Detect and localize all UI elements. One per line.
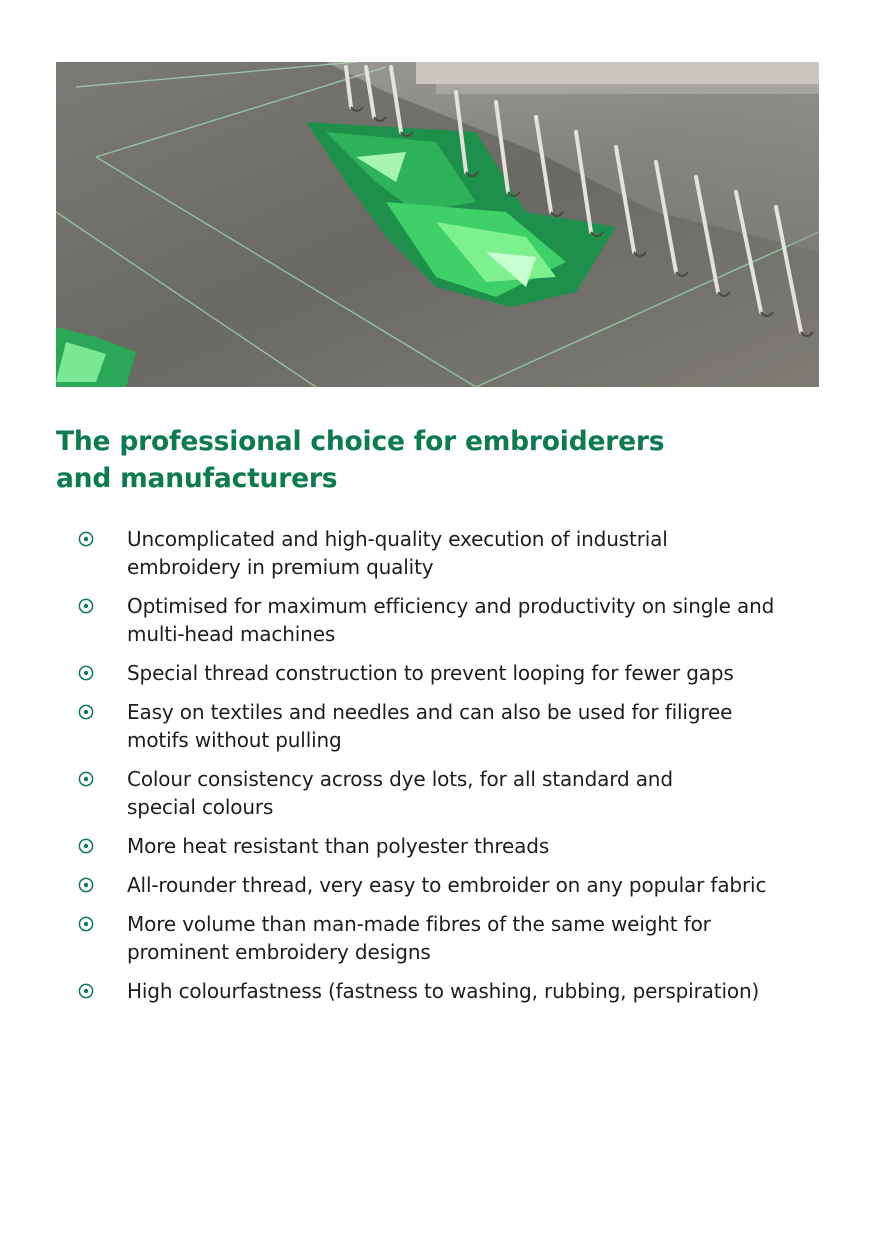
feature-text-line-2: multi-head machines (127, 622, 336, 646)
embroidery-machine-photo (56, 62, 819, 387)
feature-text-line-2: prominent embroidery designs (127, 940, 431, 964)
heading-line-1: The professional choice for embroiderers (56, 426, 665, 457)
feature-text-line-1: Colour consistency across dye lots, for all standard and (127, 767, 673, 791)
feature-text-line-2: special colours (127, 795, 274, 819)
feature-text-line-2: motifs without pulling (127, 728, 342, 752)
circled-dot-icon (78, 877, 94, 893)
circled-dot-icon (78, 916, 94, 932)
feature-item (56, 871, 826, 899)
feature-text-line-1: Easy on textiles and needles and can also be used for filigree (127, 700, 733, 724)
circled-dot-icon (78, 665, 94, 681)
feature-item (56, 525, 826, 581)
feature-text-line-1: All-rounder thread, very easy to embroider on any popular fabric (127, 873, 767, 897)
feature-text-line-2: embroidery in premium quality (127, 555, 434, 579)
feature-text-line-1: Special thread construction to prevent looping for fewer gaps (127, 661, 734, 685)
feature-item (56, 832, 826, 860)
feature-item (56, 977, 826, 1005)
circled-dot-icon (78, 598, 94, 614)
feature-text-line-1: More volume than man-made fibres of the same weight for (127, 912, 711, 936)
page-heading (56, 423, 756, 497)
feature-item (56, 698, 826, 754)
feature-item (56, 910, 826, 966)
feature-text-line-1: More heat resistant than polyester threads (127, 834, 550, 858)
feature-item (56, 592, 826, 648)
feature-item (56, 659, 826, 687)
circled-dot-icon (78, 531, 94, 547)
circled-dot-icon (78, 838, 94, 854)
feature-text-line-1: High colourfastness (fastness to washing, rubbing, perspiration) (127, 979, 760, 1003)
circled-dot-icon (78, 983, 94, 999)
feature-text-line-1: Uncomplicated and high-quality execution of industrial (127, 527, 668, 551)
feature-text-line-1: Optimised for maximum efficiency and productivity on single and (127, 594, 775, 618)
circled-dot-icon (78, 704, 94, 720)
feature-item (56, 765, 826, 821)
circled-dot-icon (78, 771, 94, 787)
heading-line-2: and manufacturers (56, 463, 338, 494)
feature-list (56, 525, 826, 1016)
